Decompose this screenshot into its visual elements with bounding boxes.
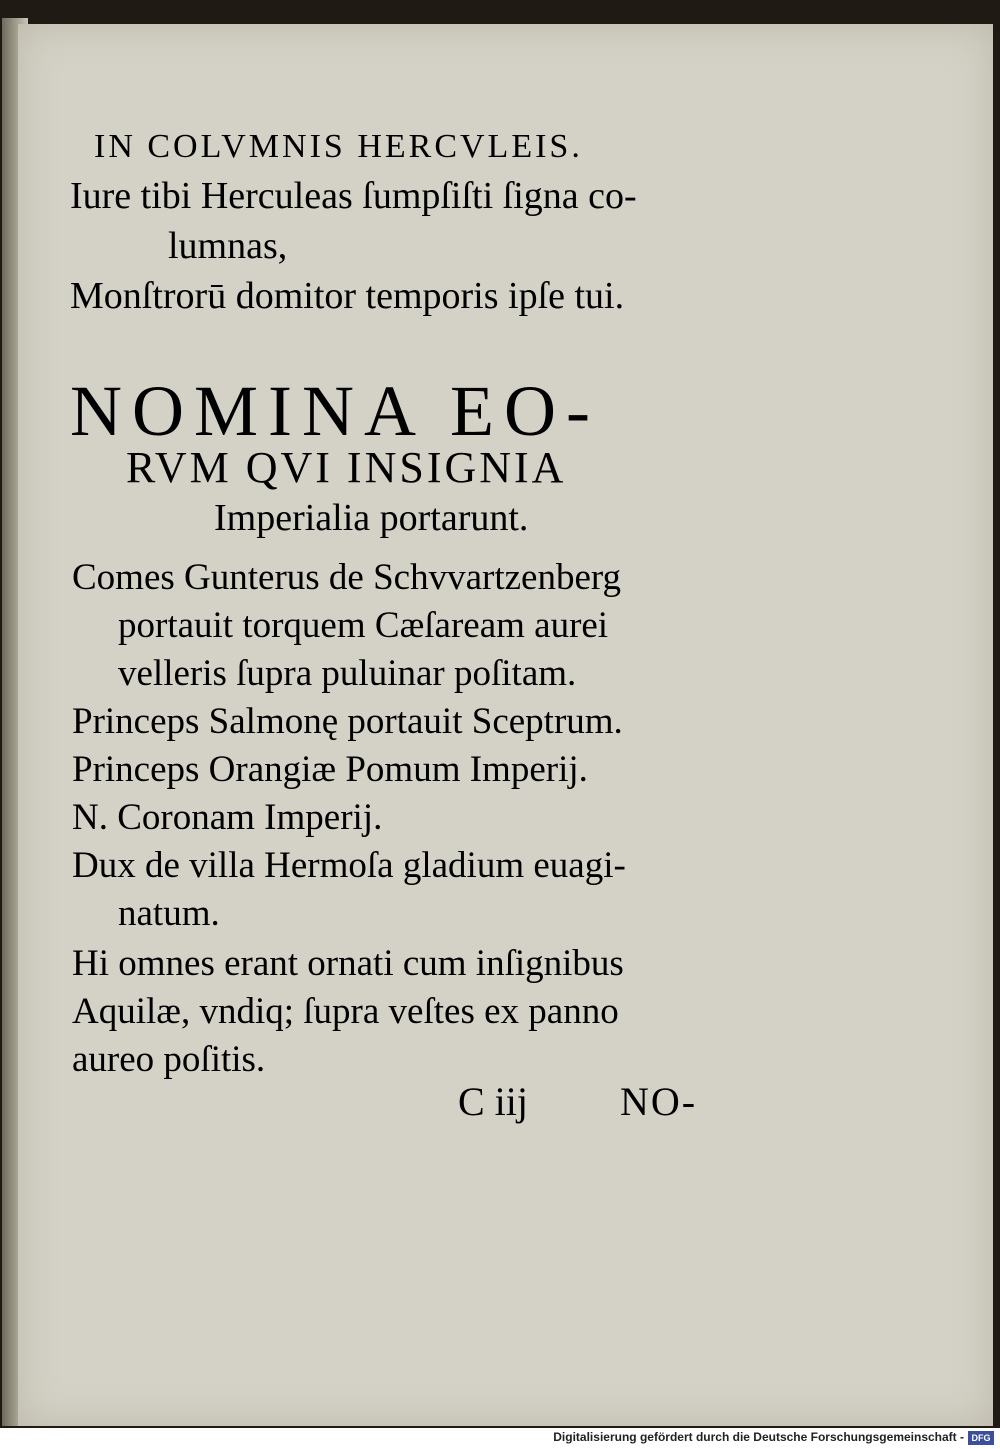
body-line: aureo poſitis. bbox=[72, 1039, 266, 1080]
section-subtitle-2: Imperialia portarunt. bbox=[214, 497, 529, 539]
verse-line: Monſtrorū domitor temporis ipſe tui. bbox=[70, 275, 625, 317]
book-page bbox=[18, 24, 993, 1426]
body-line: Aquilæ, vndiq; ſupra veſtes ex panno bbox=[72, 991, 619, 1032]
body-line: Dux de villa Hermoſa gladium euagi- bbox=[72, 845, 626, 886]
body-line: Hi omnes erant ornati cum inſignibus bbox=[72, 943, 624, 984]
body-line: Princeps Salmonę portauit Sceptrum. bbox=[72, 701, 623, 742]
body-line: portauit torquem Cæſaream aurei bbox=[118, 605, 609, 646]
digitization-footer bbox=[0, 1428, 1000, 1449]
verse-line: lumnas, bbox=[168, 225, 288, 267]
body-line: Princeps Orangiæ Pomum Imperij. bbox=[72, 749, 588, 790]
signature-mark: C iij bbox=[458, 1079, 529, 1124]
verse-line: Iure tibi Herculeas ſumpſiſti ſigna co- bbox=[70, 175, 637, 217]
body-line: Comes Gunterus de Schvvartzenberg bbox=[72, 557, 622, 598]
section-subtitle: RVM QVI INSIGNIA bbox=[126, 443, 567, 492]
running-head: IN COLVMNIS HERCVLEIS. bbox=[94, 128, 583, 165]
footer-credit: Digitalisierung gefördert durch die Deutsche Forschungsgemeinschaft - bbox=[553, 1430, 964, 1444]
section-title: NOMINA EO- bbox=[70, 371, 600, 451]
body-line: natum. bbox=[118, 893, 220, 934]
dfg-logo-icon: DFG bbox=[968, 1431, 994, 1445]
body-line: N. Coronam Imperij. bbox=[72, 797, 383, 838]
catchword: NO- bbox=[620, 1079, 698, 1124]
body-line: velleris ſupra puluinar poſitam. bbox=[118, 653, 577, 694]
